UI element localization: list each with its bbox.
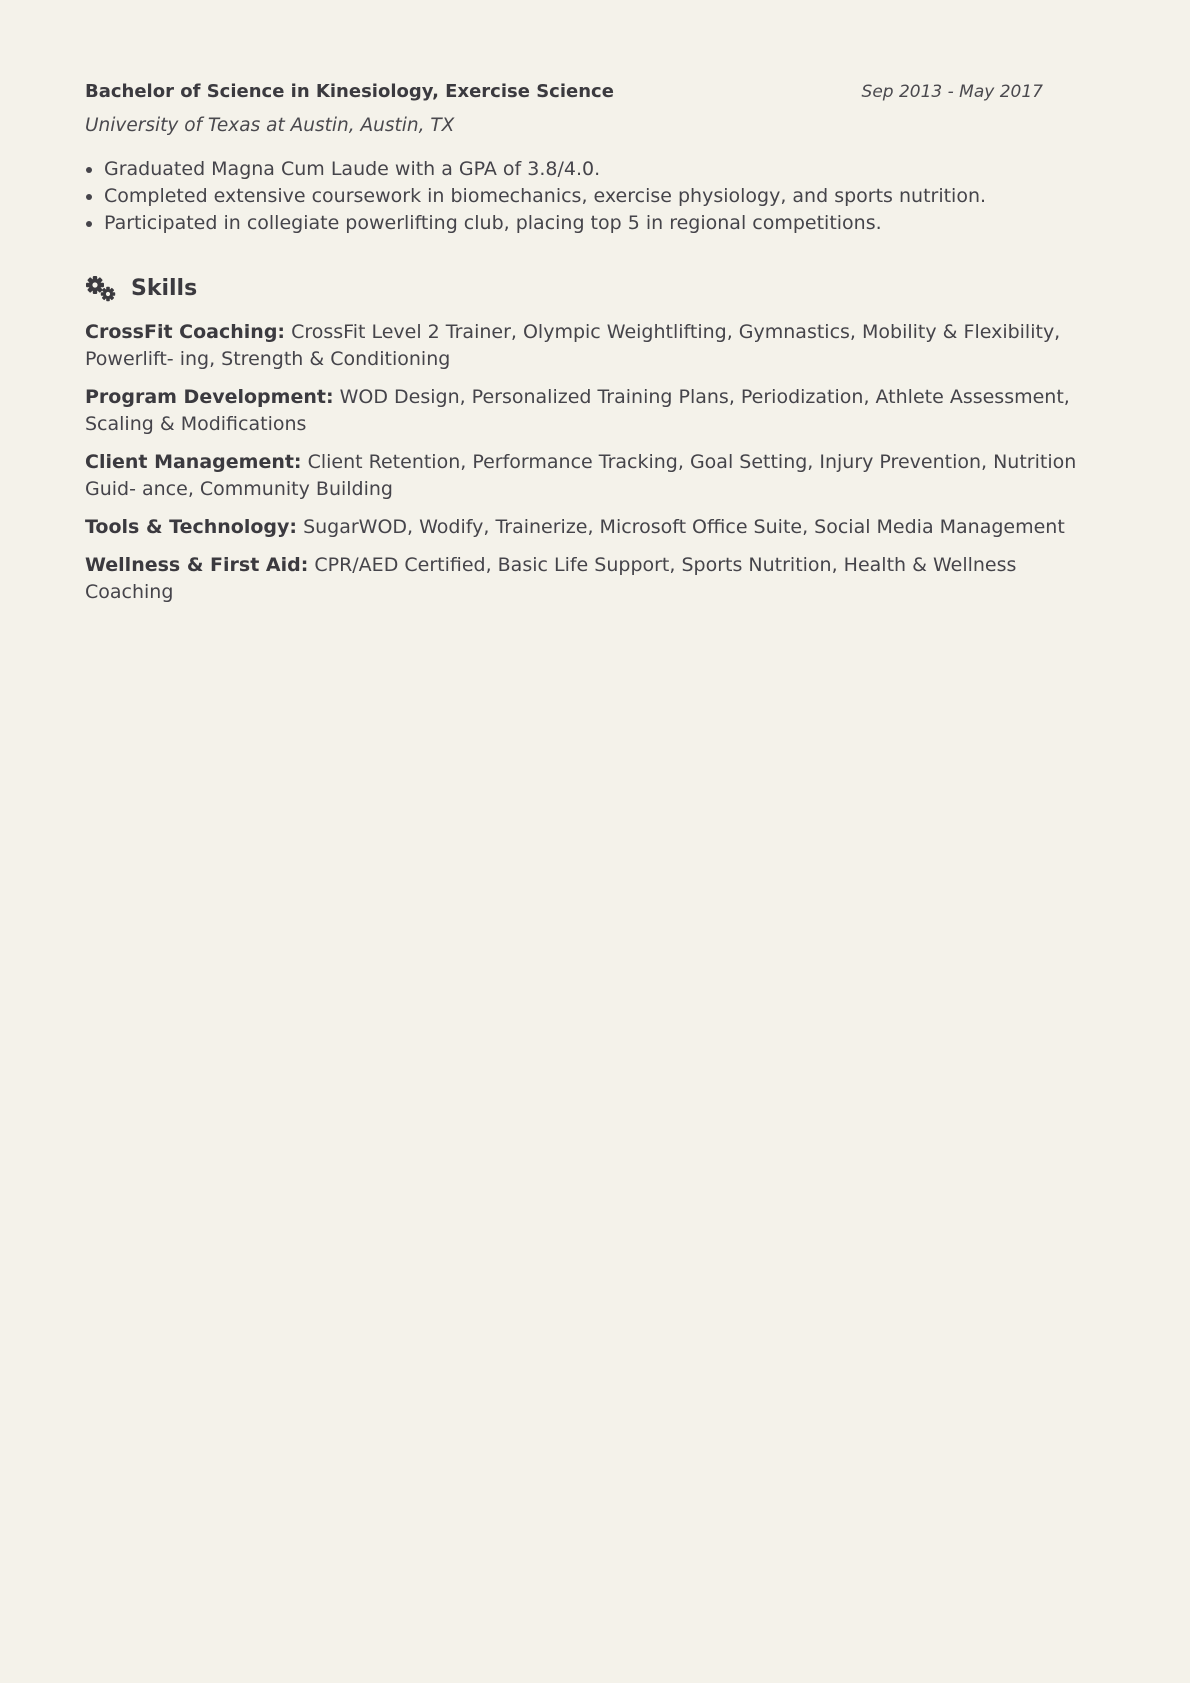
skills-list: [85, 319, 1105, 606]
skill-row-program-development: [85, 384, 1097, 438]
skills-header: [85, 272, 1105, 306]
skill-label: Wellness & First Aid:: [85, 554, 309, 576]
skill-row-crossfit-coaching: [85, 319, 1097, 373]
skills-section: [85, 272, 1105, 606]
gears-icon: [85, 275, 117, 303]
skill-value: CrossFit Level 2 Trainer, Olympic Weightlifting, Gymnastics, Mobility & Flexibility, Powerlift- ing, Strength & Conditioning: [85, 321, 1061, 370]
education-entry: [85, 78, 1105, 237]
skill-label: Tools & Technology:: [85, 516, 298, 538]
list-item: • Graduated Magna Cum Laude with a GPA of 3.8/4.0.: [104, 156, 1105, 183]
education-header: [85, 78, 1105, 112]
skill-value: CPR/AED Certified, Basic Life Support, Sports Nutrition, Health & Wellness Coaching: [85, 554, 1017, 603]
skill-row-client-management: [85, 449, 1097, 503]
skill-label: Program Development:: [85, 386, 334, 408]
education-bullets: [85, 156, 1105, 237]
list-item: • Participated in collegiate powerlifting club, placing top 5 in regional competitions.: [104, 210, 1105, 237]
skill-value: WOD Design, Personalized Training Plans, Periodization, Athlete Assessment, Scaling & Modifications: [85, 386, 1070, 435]
skill-value: SugarWOD, Wodify, Trainerize, Microsoft Office Suite, Social Media Management: [303, 516, 1065, 538]
section-title: Skills: [131, 276, 198, 301]
skill-row-tools-technology: [85, 514, 1097, 541]
school-name: University of Texas at Austin, Austin, TX: [85, 115, 455, 136]
skill-label: Client Management:: [85, 451, 302, 473]
skill-value: Client Retention, Performance Tracking, Goal Setting, Injury Prevention, Nutrition Guid- ance, Community Building: [85, 451, 1077, 500]
skill-row-wellness-first-aid: [85, 552, 1097, 606]
degree-title: Bachelor of Science in Kinesiology, Exercise Science: [85, 81, 614, 102]
list-item: • Completed extensive coursework in biomechanics, exercise physiology, and sports nutrition.: [104, 183, 1105, 210]
skill-label: CrossFit Coaching:: [85, 321, 286, 343]
education-dates: Sep 2013 - May 2017: [861, 82, 1043, 102]
